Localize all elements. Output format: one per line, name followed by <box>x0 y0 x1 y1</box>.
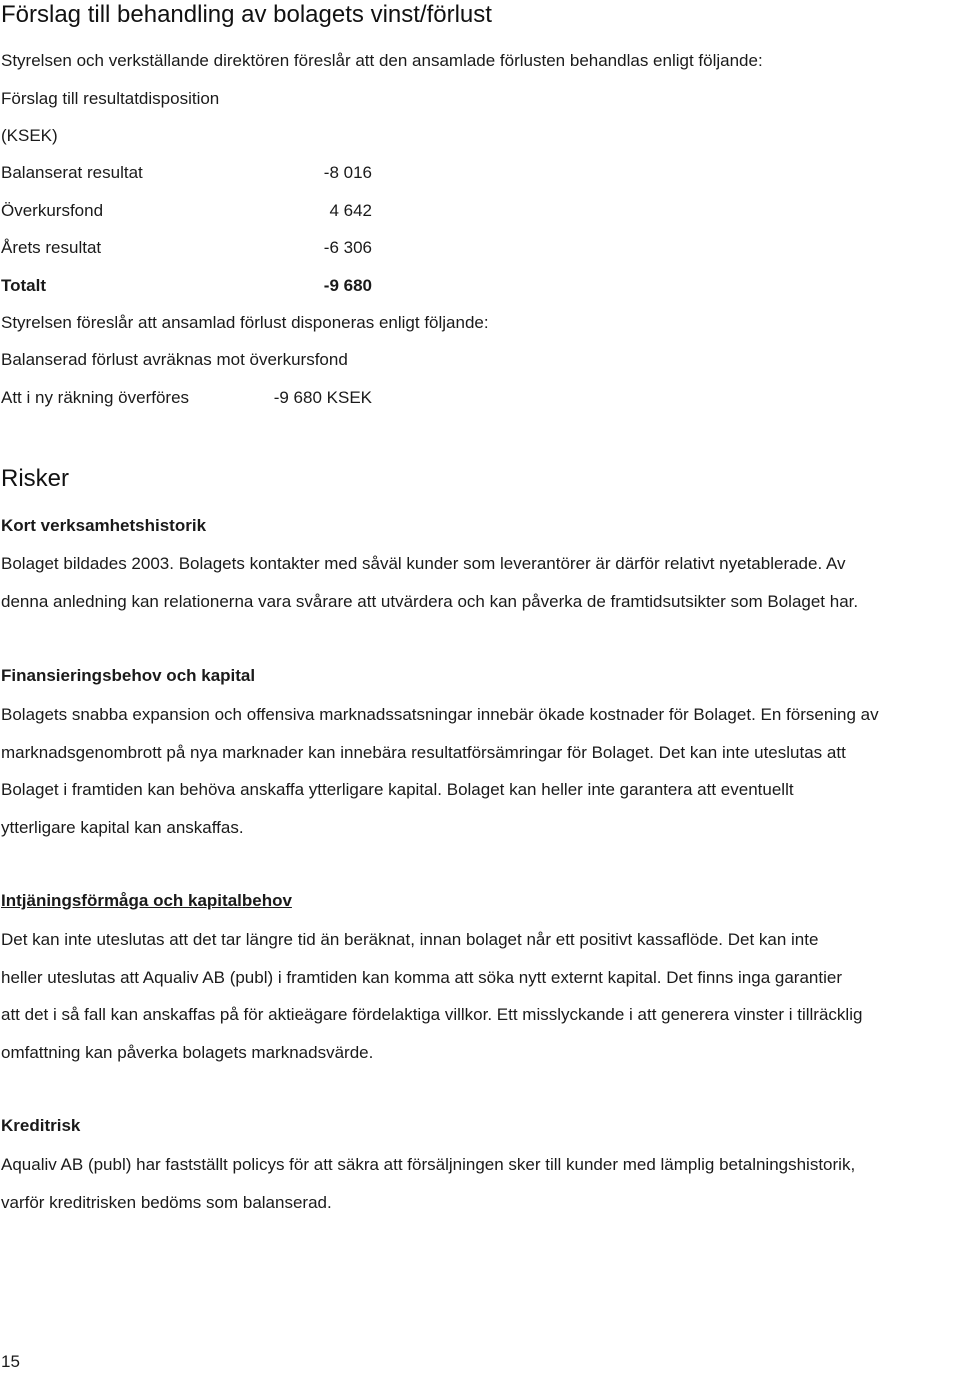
total-value: -9 680 <box>323 276 372 295</box>
body-line: Bolaget bildades 2003. Bolagets kontakter med såväl kunder som leverantörer är därför relativt nyetablerade. Av <box>1 554 846 573</box>
page-heading: Förslag till behandling av bolagets vinst/förlust <box>1 1 492 28</box>
row-label: Årets resultat <box>1 238 102 257</box>
body-line: Bolaget i framtiden kan behöva anskaffa ytterligare kapital. Bolaget kan heller inte garantera att eventuellt <box>1 780 794 799</box>
page-number: 15 <box>1 1352 20 1371</box>
disposition-title: Förslag till resultatdisposition <box>1 89 220 108</box>
body-line: marknadsgenombrott på nya marknader kan innebära resultatförsämringar för Bolaget. Det kan inte uteslutas att <box>1 742 846 762</box>
row-value: -8 016 <box>323 163 372 182</box>
section-title: Kreditrisk <box>1 1116 81 1135</box>
section-body <box>1 545 959 620</box>
carry-forward-label: Att i ny räkning överföres <box>1 388 190 407</box>
row-value: -6 306 <box>323 238 372 257</box>
body-line: Bolagets snabba expansion och offensiva marknadssatsningar innebär ökade kostnader för Bolaget. En försening av <box>1 705 879 724</box>
row-label: Överkursfond <box>1 201 104 220</box>
section-body <box>1 696 959 846</box>
body-line: att det i så fall kan anskaffas på för aktieägare fördelaktiga villkor. Ett misslyckande i att generera vinster i tillräcklig <box>1 1005 863 1024</box>
section-body <box>1 1146 959 1221</box>
row-value: 4 642 <box>329 201 372 220</box>
body-line: omfattning kan påverka bolagets marknadsvärde. <box>1 1042 374 1062</box>
body-line: varför kreditrisken bedöms som balanserad. <box>1 1192 332 1212</box>
body-line: Det kan inte uteslutas att det tar längre tid än beräknat, innan bolaget når ett positivt kassaflöde. Det kan inte <box>1 930 819 949</box>
total-label: Totalt <box>1 276 47 295</box>
carry-forward-value: -9 680 KSEK <box>273 388 372 407</box>
body-line: ytterligare kapital kan anskaffas. <box>1 817 244 837</box>
body-line: Aqualiv AB (publ) har fastställt policys för att säkra att försäljningen sker till kunder med lämplig betalningshistorik, <box>1 1155 856 1174</box>
intro-text: Styrelsen och verkställande direktören föreslår att den ansamlade förlusten behandlas enligt följande: <box>1 51 763 70</box>
body-line: denna anledning kan relationerna vara svårare att utvärdera och kan påverka de framtidsutsikter som Bolaget har. <box>1 591 859 611</box>
section-body <box>1 921 959 1071</box>
section-title: Finansieringsbehov och kapital <box>1 666 256 685</box>
row-label: Balanserat resultat <box>1 163 143 182</box>
risks-heading: Risker <box>1 465 70 492</box>
section-title: Kort verksamhetshistorik <box>1 516 207 535</box>
proposal-intro: Styrelsen föreslår att ansamlad förlust disponeras enligt följande: <box>1 313 489 332</box>
section-title: Intjäningsförmåga och kapitalbehov <box>1 891 292 910</box>
unit-label: (KSEK) <box>1 126 58 145</box>
proposal-line: Balanserad förlust avräknas mot överkursfond <box>1 350 348 369</box>
body-line: heller uteslutas att Aqualiv AB (publ) i framtiden kan komma att söka nytt externt kapital. Det finns inga garantier <box>1 967 842 987</box>
